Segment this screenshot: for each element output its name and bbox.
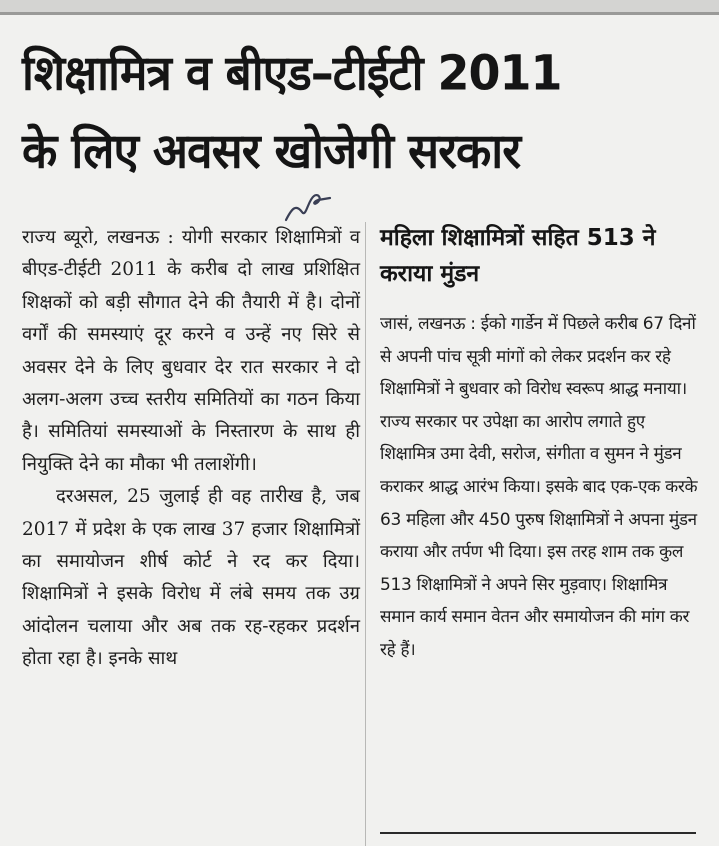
- right-article-column: [380, 220, 700, 667]
- section-end-rule: [380, 832, 696, 834]
- left-article-column: [22, 222, 360, 676]
- headline-line-1: शिक्षामित्र व बीएड–टीईटी 2011: [22, 44, 562, 102]
- sub-article-body: जासं, लखनऊ : ईको गार्डेन में पिछले करीब 67 दिनों से अपनी पांच सूत्री मांगों को लेकर प्रदर्शन कर रहे शिक्षामित्रों ने बुधवार को विरोध स्वरूप श्राद्ध मनाया। राज्य सरकार पर उपेक्षा का आरोप लगाते हुए शिक्षामित्र उमा देवी, सरोज, संगीता व सुमन ने मुंडन कराकर श्राद्ध आरंभ किया। इसके बाद एक-एक करके 63 महिला और 450 पुरुष शिक्षामित्रों ने अपना मुंडन कराया और तर्पण भी दिया। इस तरह शाम तक कुल 513 शिक्षामित्रों ने अपने सिर मुड़वाए। शिक्षामित्र समान कार्य समान वेतन और समायोजन की मांग कर रहे हैं।: [380, 314, 698, 660]
- article-paragraph-1: राज्य ब्यूरो, लखनऊ : योगी सरकार शिक्षामित्रों व बीएड-टीईटी 2011 के करीब दो लाख प्रशिक्षित शिक्षकों को बड़ी सौगात देने की तैयारी में है। दोनों वर्गों की समस्याएं दूर करने व उन्हें नए सिरे से अवसर देने के लिए बुधवार देर रात सरकार ने दो अलग-अलग उच्च स्तरीय समितियों का गठन किया है। समितियां समस्याओं के निस्तारण के साथ ही नियुक्ति देने का मौका भी तलाशेंगी।: [22, 227, 360, 475]
- sub-article-heading: महिला शिक्षामित्रों सहित 513 ने कराया मुंडन: [380, 225, 656, 287]
- handwritten-pen-mark-icon: [284, 190, 334, 224]
- headline-line-2: के लिए अवसर खोजेगी सरकार: [22, 122, 521, 179]
- headline: [22, 34, 702, 189]
- article-paragraph-2: दरअसल, 25 जुलाई ही वह तारीख है, जब 2017 में प्रदेश के एक लाख 37 हजार शिक्षामित्रों का समायोजन शीर्ष कोर्ट ने रद कर दिया। शिक्षामित्रों ने इसके विरोध में लंबे समय तक उग्र आंदोलन चलाया और अब तक रह-रहकर प्रदर्शन होता रहा है। इनके साथ: [22, 486, 360, 670]
- page-top-edge: [0, 0, 719, 12]
- page-top-rule: [0, 12, 719, 15]
- column-divider: [365, 222, 366, 846]
